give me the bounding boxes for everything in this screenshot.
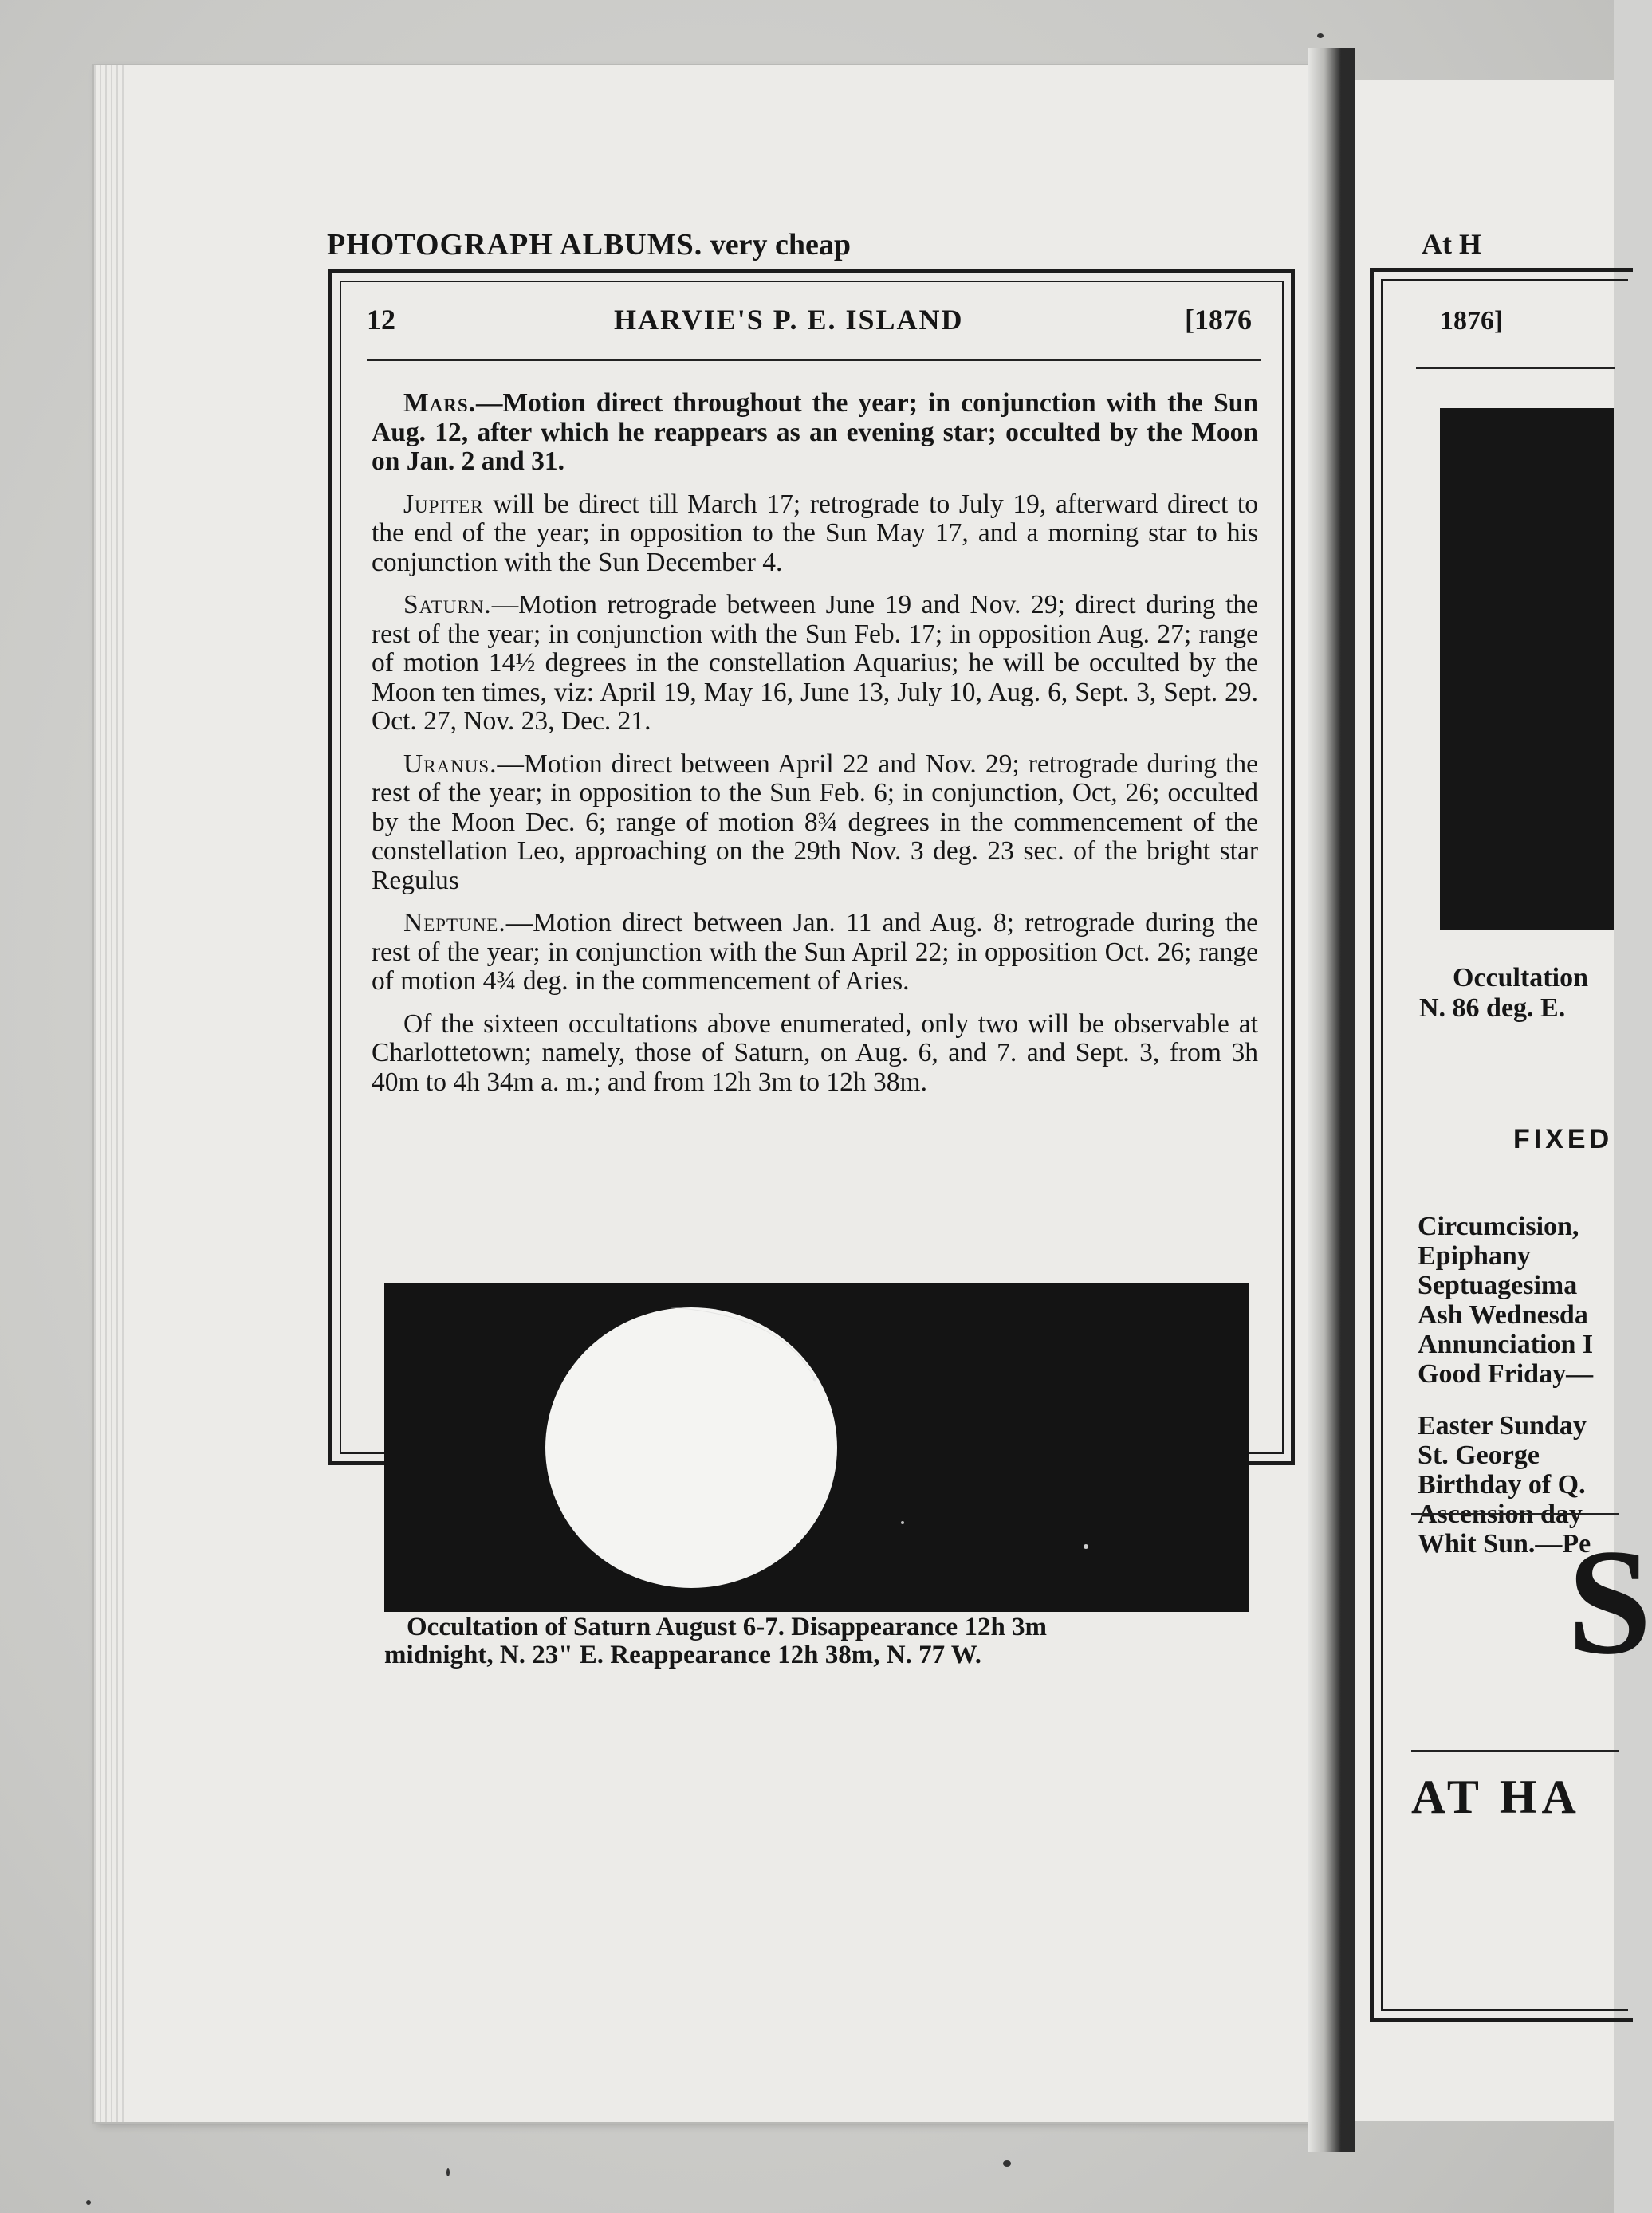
dust-speck [446, 2168, 450, 2176]
paragraph-body: —Motion direct between April 22 and Nov. 29; retrograde during the rest of the year; in opposition to the Sun Feb. 6; in conjunction, Oct, 26; occulted by the Moon Dec. 6; range of motion 8¾ degrees in the commencement of the constellation Leo, approaching on the 29th Nov. 3 deg. 23 sec. of the bright star Regulus [372, 749, 1258, 895]
festival-item: Easter Sunday [1418, 1411, 1587, 1441]
advert-header-main: PHOTOGRAPH ALBUMS. [327, 228, 703, 261]
list-gap [1418, 1389, 1593, 1411]
occultation-illustration [384, 1283, 1249, 1612]
festival-item: Good Friday— [1418, 1359, 1594, 1389]
occultation-svg [384, 1283, 1249, 1612]
running-head [367, 303, 1260, 343]
dust-speck [1003, 2160, 1011, 2167]
caption-line-2: midnight, N. 23" E. Reappearance 12h 38m, N. 77 W. [384, 1641, 981, 1669]
right-bottom-advert: AT HA [1411, 1771, 1581, 1823]
festival-item: Annunciation I [1418, 1330, 1594, 1359]
right-caption-line-1: Occultation [1453, 963, 1588, 993]
planet-name-uranus: Uranus. [403, 749, 498, 779]
header-rule [367, 359, 1261, 361]
planet-name-saturn: Saturn. [403, 590, 492, 619]
festival-item: Ash Wednesda [1418, 1300, 1588, 1330]
right-section-rule [1411, 1513, 1619, 1515]
planet-name-neptune: Neptune. [403, 908, 506, 937]
right-bottom-rule [1411, 1750, 1619, 1752]
paragraph-neptune [372, 909, 1258, 996]
page-edges [94, 65, 126, 2122]
festival-item: Whit Sun.—Pe [1418, 1529, 1591, 1559]
paragraph-jupiter [372, 490, 1258, 578]
dust-speck [86, 2200, 91, 2205]
running-title: HARVIE'S P. E. ISLAND [614, 304, 964, 336]
planet-name-jupiter: Jupiter [403, 489, 484, 519]
festival-item: Ascension day [1418, 1500, 1583, 1529]
running-year: [1876 [1185, 304, 1252, 336]
moon-disc [545, 1307, 837, 1588]
star-speck [1084, 1544, 1088, 1549]
festival-item: St. George [1418, 1441, 1540, 1470]
paragraph-body: will be direct till March 17; retrograde to July 19, afterward direct to the end of the year; in opposition to the Sun May 17, and a morning star to his conjunction with the Sun December 4. [372, 489, 1258, 577]
festival-item: Septuagesima [1418, 1271, 1578, 1300]
paragraph-body: Of the sixteen occultations above enumerated, only two will be observable at Charlottetown; namely, those of Saturn, on Aug. 6, and 7. and Sept. 3, from 3h 40m to 4h 34m a. m.; and from 12h 3m to 12h 38m. [372, 1008, 1258, 1097]
planet-name-mars: Mars. [403, 388, 477, 418]
fixed-festivals-heading: FIXED [1513, 1124, 1614, 1154]
festival-item: Epiphany [1418, 1241, 1531, 1271]
figure-caption [384, 1614, 1261, 1669]
dust-speck [1317, 33, 1324, 38]
page-number: 12 [367, 304, 395, 336]
right-header-rule [1416, 367, 1615, 369]
advert-header-suffix: very cheap [702, 228, 851, 261]
saturn-mark [813, 1378, 817, 1382]
festival-item: Birthday of Q. [1418, 1470, 1586, 1500]
right-caption [1419, 963, 1588, 1024]
advert-header [327, 227, 1124, 267]
paragraph-uranus [372, 750, 1258, 896]
right-running-year: 1876] [1440, 306, 1504, 336]
paragraph-body: —Motion direct throughout the year; in conjunction with the Sun Aug. 12, after which he reappears as an evening star; occulted by the Moon on Jan. 2 and 31. [372, 388, 1258, 476]
paragraph-occultations [372, 1010, 1258, 1098]
planet-text-block [372, 389, 1258, 1110]
right-caption-line-2: N. 86 deg. E. [1419, 993, 1566, 1023]
caption-line-1: Occultation of Saturn August 6-7. Disappearance 12h 3m [407, 1613, 1048, 1641]
paragraph-mars [372, 389, 1258, 477]
paragraph-body: —Motion direct between Jan. 11 and Aug. 8; retrograde during the rest of the year; in conjunction with the Sun April 22; in opposition Oct. 26; range of motion 4¾ deg. in the commencement of Aries. [372, 908, 1258, 996]
festival-item: Circumcision, [1418, 1212, 1579, 1241]
right-advert-header: At H [1422, 228, 1481, 260]
right-illustration [1440, 408, 1614, 930]
paragraph-body: —Motion retrograde between June 19 and Nov. 29; direct during the rest of the year; in conjunction with the Sun Feb. 17; in opposition Aug. 27; range of motion 14½ degrees in the constellation Aquarius; he will be occulted by the Moon ten times, viz: April 19, May 16, June 13, July 10, Aug. 6, Sept. 3, Sept. 29. Oct. 27, Nov. 23, Dec. 21. [372, 590, 1258, 736]
festival-list [1418, 1212, 1593, 1559]
advert-big-letter: S [1567, 1519, 1652, 1686]
star-speck [901, 1521, 904, 1524]
paragraph-saturn [372, 591, 1258, 737]
book-gutter [1308, 48, 1355, 2152]
